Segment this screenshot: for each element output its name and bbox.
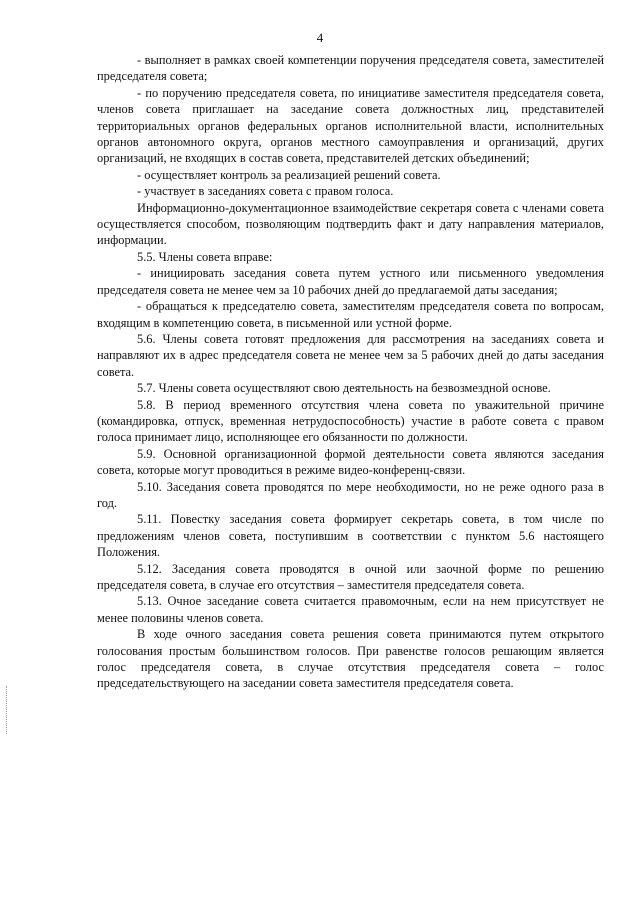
paragraph: - участвует в заседаниях совета с правом голоса. [137, 184, 394, 199]
paragraph: 5.9. Основной организационной формой деятельности совета являются заседания совета, которые могут проводиться в режиме видео-конференц-связи. [97, 446, 604, 478]
paragraph: - осуществляет контроль за реализацией решений совета. [137, 167, 441, 182]
paragraph: 5.7. Члены совета осуществляют свою деятельность на безвозмездной основе. [137, 381, 551, 396]
paragraph: Информационно-документационное взаимодействие секретаря совета с членами совета осуществляется способом, позволяющим подтвердить факт и дату направления материалов, информации. [97, 200, 604, 248]
paragraph: - обращаться к председателю совета, заместителям председателя совета по вопросам, входящим в компетенцию совета, в письменной или устной форме. [97, 299, 604, 330]
paragraph: - выполняет в рамках своей компетенции поручения председателя совета, заместителей председателя совета; [97, 53, 604, 84]
paragraph: - инициировать заседания совета путем устного или письменного уведомления председателя совета не менее чем за 10 рабочих дней до предлагаемой даты заседания; [97, 266, 604, 297]
paragraph: 5.11. Повестку заседания совета формирует секретарь совета, в том числе по предложениям членов совета, поступившим в соответствии с пунктом 5.6 настоящего Положения. [97, 512, 604, 560]
paragraph: 5.12. Заседания совета проводятся в очной или заочной форме по решению председателя совета, в случае его отсутствия – заместителя председателя совета. [97, 561, 604, 592]
paragraph: 5.8. В период временного отсутствия члена совета по уважительной причине (командировка, отпуск, временная нетрудоспособность) участие в работе совета с правом голоса принимает лицо, исполняющее его обязанности по должности. [97, 397, 604, 445]
paragraph: 5.10. Заседания совета проводятся по мере необходимости, но не реже одного раза в год. [97, 479, 604, 510]
paragraph: 5.6. Члены совета готовят предложения для рассмотрения на заседаниях совета и направляют их в адрес председателя совета не менее чем за 5 рабочих дней до даты заседания совета. [97, 331, 604, 379]
paragraph: - по поручению председателя совета, по инициативе заместителя председателя совета, членов совета приглашает на заседание совета должностных лиц, представителей территориальных органов федеральных органов исполнительной власти, исполнительных органов автономного округа, органов местного самоуправления и организаций, других организаций, не входящих в состав совета, представителей детских объединений; [97, 85, 604, 166]
paragraph: 5.5. Члены совета вправе: [137, 249, 273, 264]
scan-margin-marks [6, 686, 9, 734]
paragraph: В ходе очного заседания совета решения совета принимаются путем открытого голосования простым большинством голосов. При равенстве голосов решающим является голос председателя совета, в случае отсутствия председателя совета – голос председательствующего на заседании совета заместителя председателя совета. [97, 627, 604, 691]
paragraph: 5.13. Очное заседание совета считается правомочным, если на нем присутствует не менее половины членов совета. [97, 594, 604, 625]
page-number: 4 [316, 30, 324, 45]
document-body [97, 52, 604, 692]
